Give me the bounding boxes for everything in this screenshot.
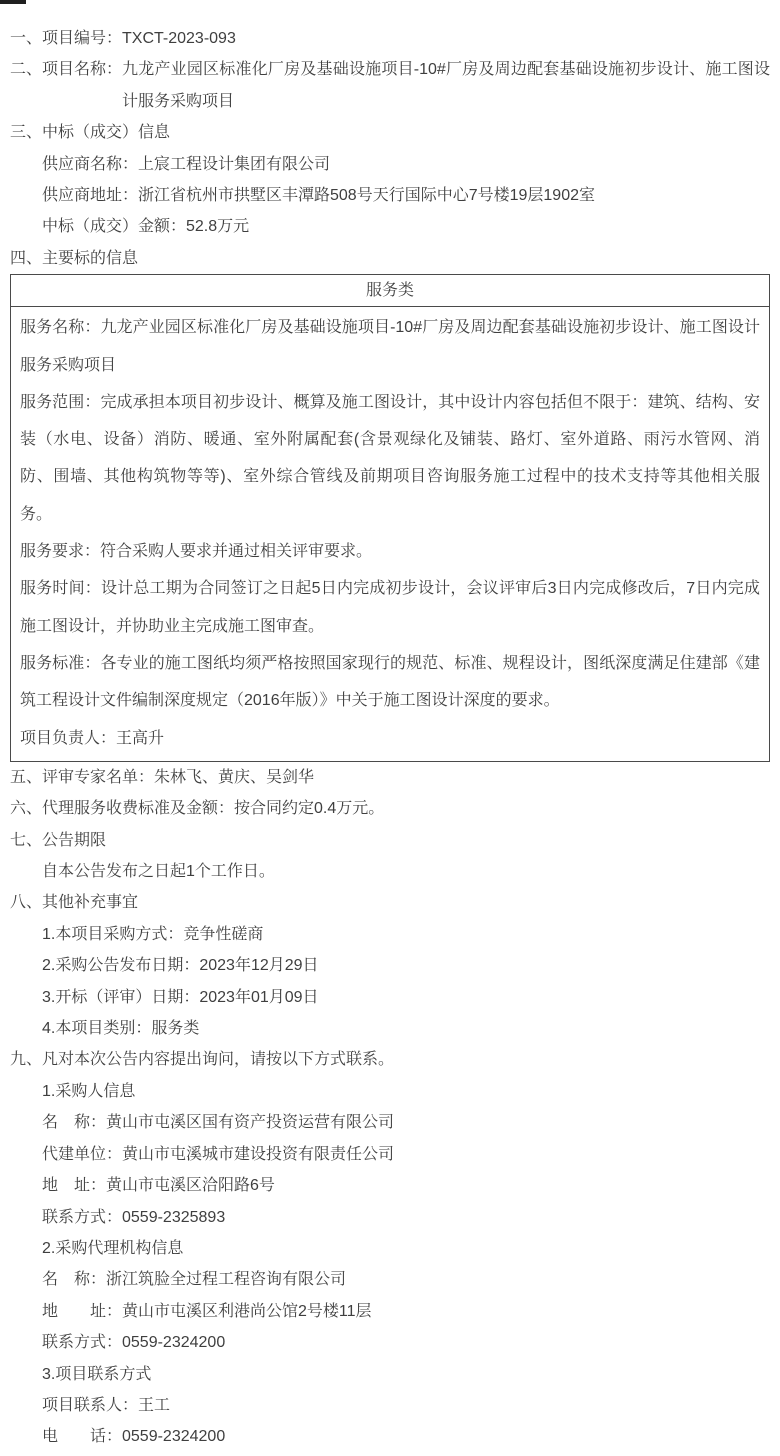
project-contact-phone-line: 电 话：0559-2324200 [42,1428,226,1446]
service-time-paragraph: 服务时间：设计总工期为合同签订之日起5日内完成初步设计，会议评审后3日内完成修改后，7日内完成施工图设计，并协助业主完成施工图审查。 [20,580,760,635]
service-table-header-cell: 服务类 [11,275,770,307]
project-manager-paragraph: 项目负责人：王高升 [20,729,165,747]
service-scope-paragraph: 服务范围：完成承担本项目初步设计、概算及施工图设计，其中设计内容包括但不限于：建筑、结构、安装（水电、设备）消防、暖通、室外附属配套(含景观绿化及铺装、路灯、室外道路、雨污水管网、消防、围墙、其他构筑物等等)、室外综合管线及前期项目咨询服务施工过程中的技术支持等其他相关服务。 [20,393,760,523]
agency-fee-line: 六、代理服务收费标准及金额：按合同约定0.4万元。 [10,800,385,818]
project-number-line: 一、项目编号：TXCT-2023-093 [10,30,236,47]
project-name-line [10,54,770,117]
other-matters-heading: 八、其他补充事宜 [10,894,139,912]
project-contact-person-line: 项目联系人：王工 [42,1396,171,1414]
contact-section-heading: 九、凡对本次公告内容提出询问，请按以下方式联系。 [10,1051,395,1069]
service-standard-paragraph: 服务标准：各专业的施工图纸均须严格按照国家现行的规范、标准、规程设计，图纸深度满足住建部《建筑工程设计文件编制深度规定（2016年版）》中关于施工图设计深度的要求。 [20,654,760,710]
agency-address-line: 地 址：黄山市屯溪区利港尚公馆2号楼11层 [42,1302,372,1320]
announcement-period-heading: 七、公告期限 [10,831,107,849]
agency-name-line: 名 称：浙江筑脸全过程工程咨询有限公司 [42,1271,347,1289]
project-contact-heading: 3.项目联系方式 [42,1365,152,1383]
service-name-paragraph: 服务名称：九龙产业园区标准化厂房及基础设施项目-10#厂房及周边配套基础设施初步设计、施工图设计服务采购项目 [20,319,760,374]
service-table-body-cell [11,307,770,762]
award-amount-line: 中标（成交）金额：52.8万元 [42,218,250,236]
supplier-name-line: 供应商名称：上宸工程设计集团有限公司 [42,155,331,173]
project-category-line: 4.本项目类别：服务类 [42,1020,200,1038]
expert-list-line: 五、评审专家名单：朱林飞、黄庆、吴剑华 [10,768,315,786]
project-name-label: 二、项目名称： [10,61,123,79]
bid-opening-date-line: 3.开标（评审）日期：2023年01月09日 [42,988,319,1006]
announcement-date-line: 2.采购公告发布日期：2023年12月29日 [42,957,319,975]
project-name-value: 九龙产业园区标准化厂房及基础设施项目-10#厂房及周边配套基础设施初步设计、施工图设计服务采购项目 [122,61,770,110]
buyer-build-agent-line: 代建单位：黄山市屯溪城市建设投资有限责任公司 [42,1145,395,1163]
buyer-address-line: 地 址：黄山市屯溪区洽阳路6号 [42,1177,275,1195]
service-table-body-row [11,307,770,762]
service-table [10,274,770,762]
award-info-heading: 三、中标（成交）信息 [10,124,171,142]
subject-matter-heading: 四、主要标的信息 [10,249,139,267]
buyer-name-line: 名 称：黄山市屯溪区国有资产投资运营有限公司 [42,1114,395,1132]
service-table-header-row [11,275,770,307]
announcement-period-line: 自本公告发布之日起1个工作日。 [42,863,275,881]
buyer-phone-line: 联系方式：0559-2325893 [42,1208,226,1226]
procurement-method-line: 1.本项目采购方式：竞争性磋商 [42,925,264,943]
top-left-artifact [0,0,26,4]
supplier-address-line: 供应商地址：浙江省杭州市拱墅区丰潭路508号天行国际中心7号楼19层1902室 [42,187,595,205]
buyer-info-heading: 1.采购人信息 [42,1082,136,1100]
agency-phone-line: 联系方式：0559-2324200 [42,1334,226,1352]
agency-info-heading: 2.采购代理机构信息 [42,1239,184,1257]
service-requirement-paragraph: 服务要求：符合采购人要求并通过相关评审要求。 [20,543,373,561]
